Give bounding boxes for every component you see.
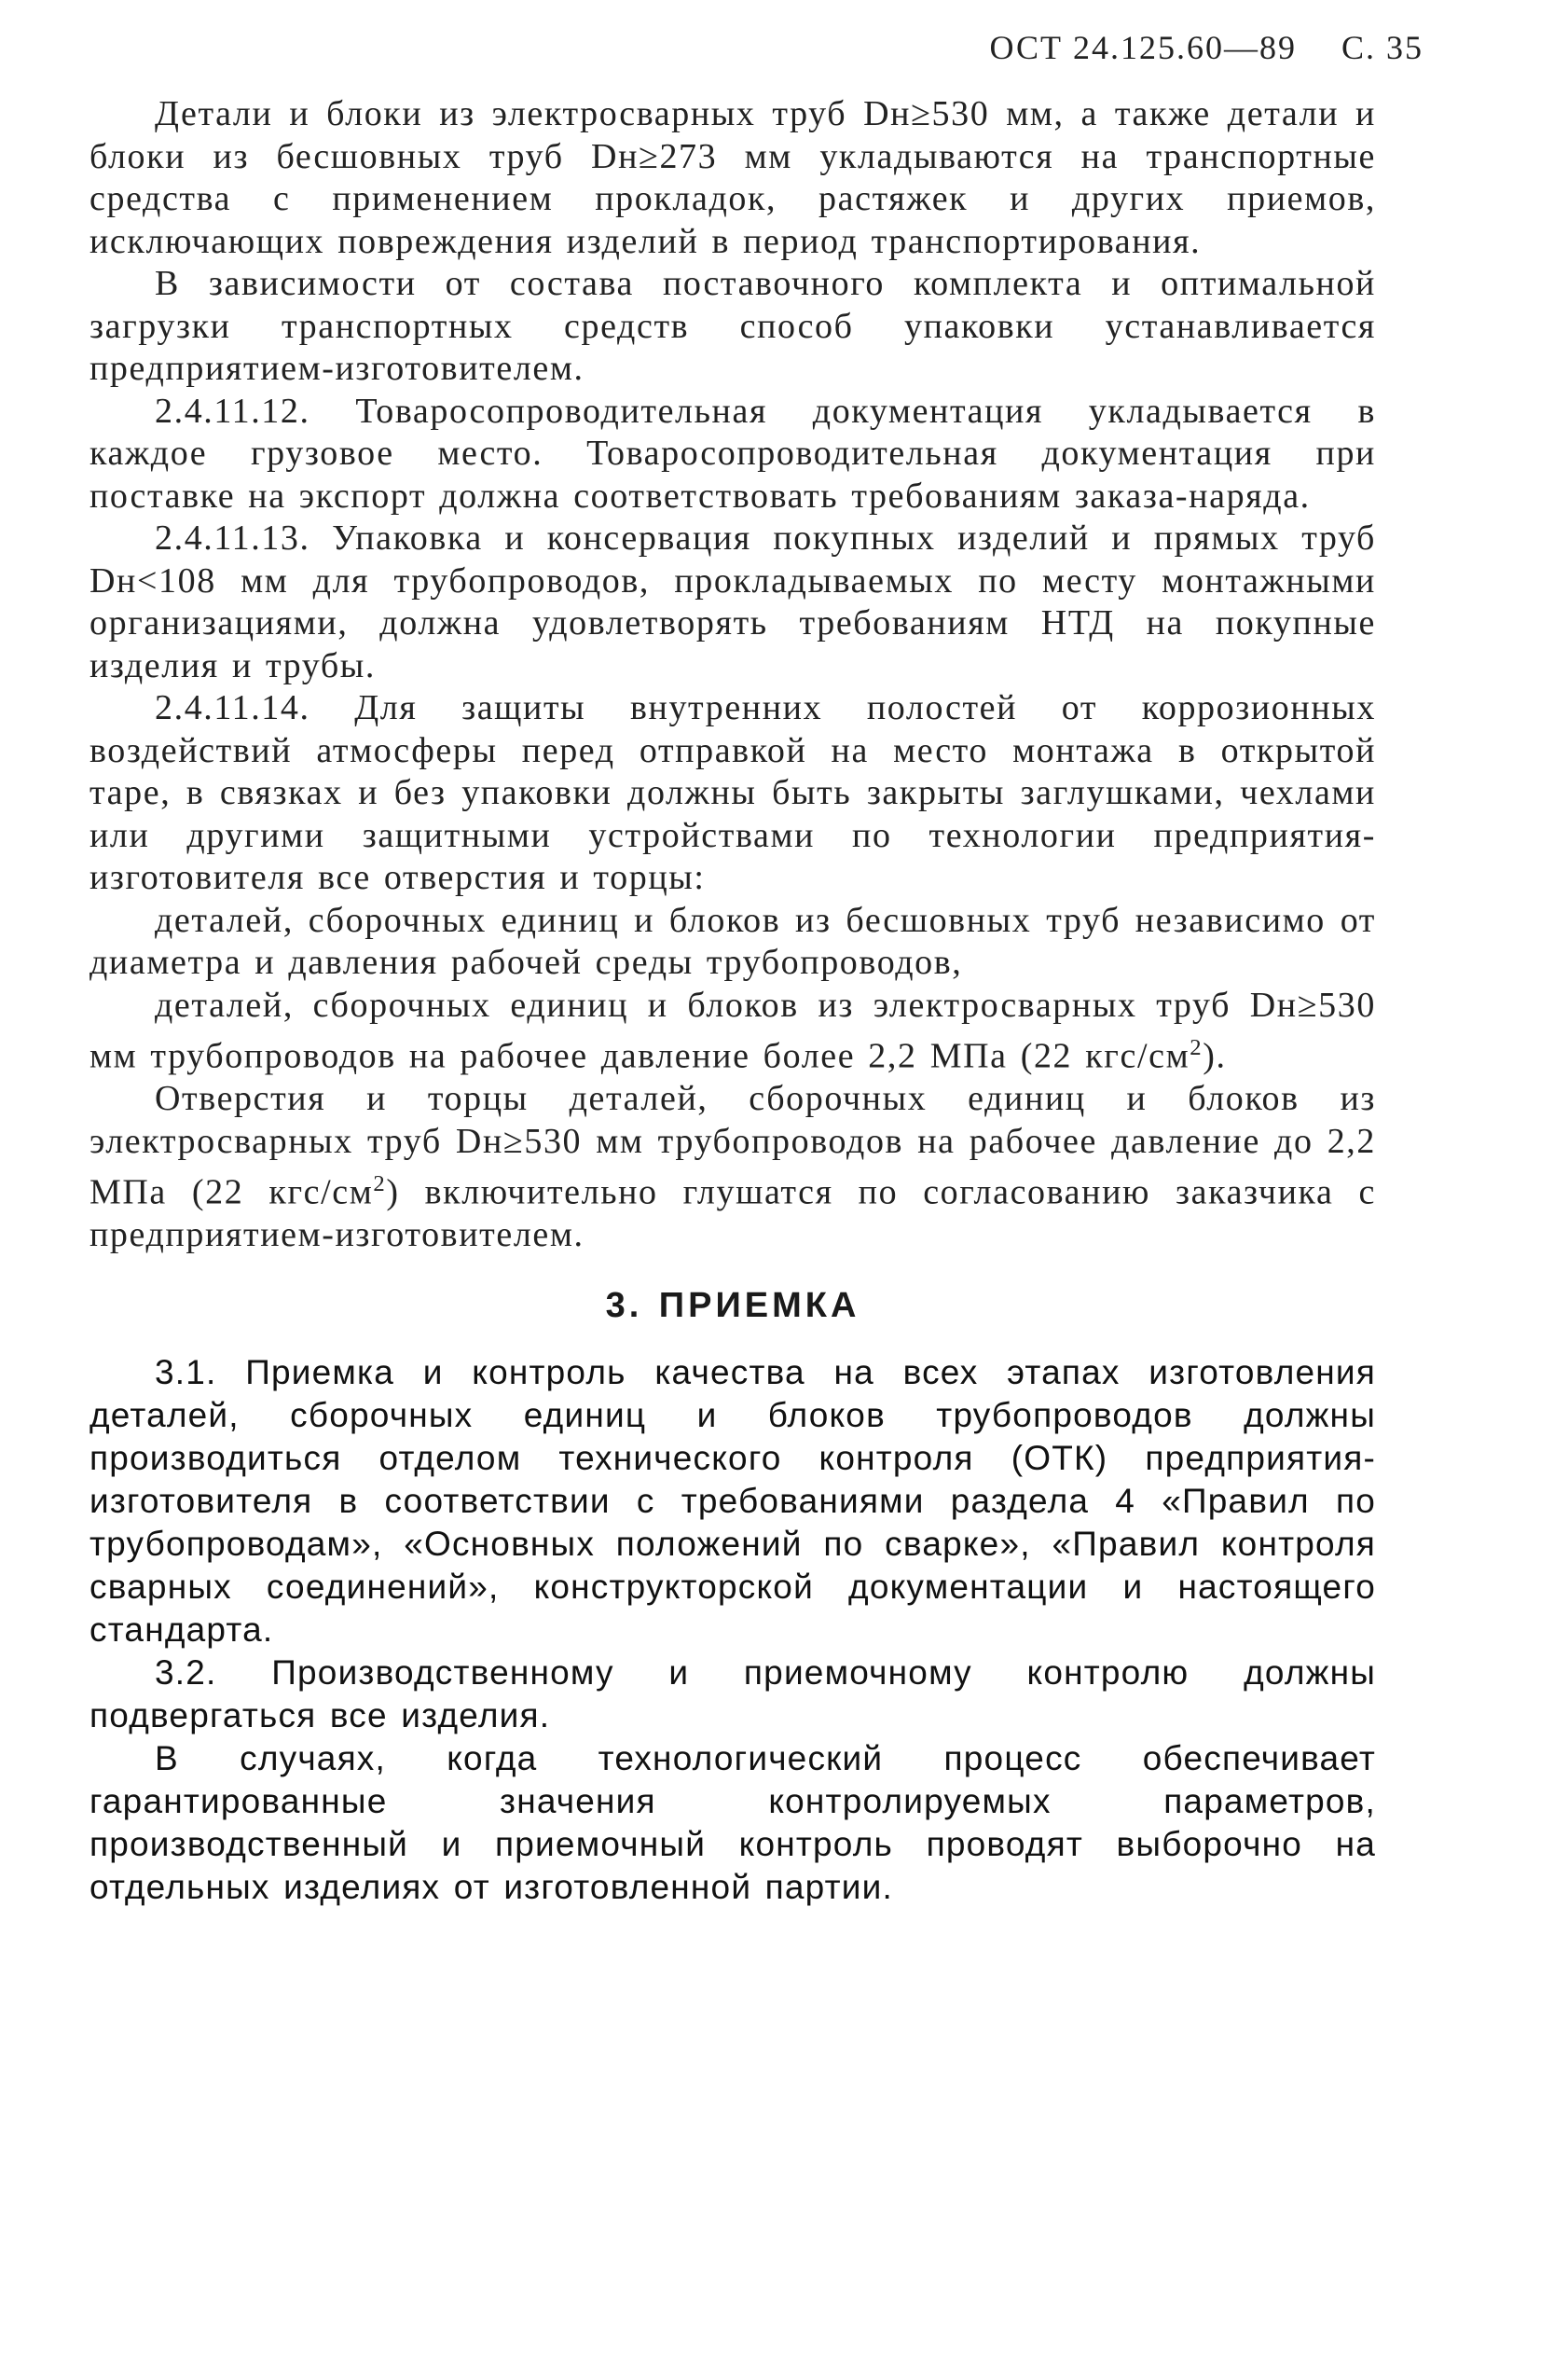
section-3-acceptance bbox=[89, 1351, 1376, 1909]
paragraph-2-4-11-14: 2.4.11.14. Для защиты внутренних полостей от коррозионных воздействий атмосферы перед отправкой на место монтажа в открытой таре, в связках и без упаковки должны быть закрыты заглушками, чехлами или другими защитными устройствами по технологии предприятия-изготовителя все отверстия и торцы: bbox=[89, 688, 1376, 897]
superscript-2: 2 bbox=[1190, 1035, 1204, 1060]
paragraph-packing-large-pipes: Детали и блоки из электросварных труб Dн≥530 мм, а также детали и блоки из бесшовных труб Dн≥273 мм укладываются на транспортные средства с применением прокладок, растяжек и других приемов, исключающих повреждения изделий в период транспортирования. bbox=[89, 94, 1376, 261]
paragraph-packing-method: В зависимости от состава поставочного комплекта и оптимальной загрузки транспортных средств способ упаковки устанавливается предприятием-изготовителем. bbox=[89, 264, 1376, 388]
standard-code: ОСТ 24.125.60—89 bbox=[989, 29, 1297, 66]
running-header bbox=[990, 28, 1424, 67]
section-2-continuation bbox=[89, 93, 1376, 1257]
openings-text-end: ) включительно глушатся по согласованию заказчика с предприятием-изготовителем. bbox=[89, 1172, 1376, 1255]
superscript-2: 2 bbox=[373, 1171, 387, 1197]
paragraph-3-1: 3.1. Приемка и контроль качества на всех этапах изготовления деталей, сборочных единиц и блоков трубопроводов должны производиться отделом технического контроля (ОТК) предприятия-изготовителя в соответствии с требованиями раздела 4 «Правил по трубопроводам», «Основных положений по сварке», «Правил контроля сварных соединений», конструкторской документации и настоящего стандарта. bbox=[89, 1353, 1376, 1650]
paragraph-2-4-11-12: 2.4.11.12. Товаросопроводительная документация укладывается в каждое грузовое место. Товаросопроводительная документация при поставке на экспорт должна соответствовать требованиям заказа-наряда. bbox=[89, 391, 1376, 516]
paragraph-welded-pipes-item bbox=[89, 985, 1376, 1079]
paragraph-2-4-11-13: 2.4.11.13. Упаковка и консервация покупных изделий и прямых труб Dн<108 мм для трубопроводов, прокладываемых по месту монтажными организациями, должна удовлетворять требованиям НТД на покупные изделия и трубы. bbox=[89, 518, 1376, 685]
welded-pipes-text-end: ). bbox=[1203, 1036, 1227, 1076]
paragraph-openings-plugged bbox=[89, 1078, 1376, 1257]
welded-pipes-text: деталей, сборочных единиц и блоков из электросварных труб Dн≥530 мм трубопроводов на рабочее давление более 2,2 МПа (22 кгс/см bbox=[89, 985, 1376, 1076]
body-text bbox=[89, 93, 1376, 1909]
page-number: С. 35 bbox=[1341, 29, 1424, 66]
paragraph-seamless-pipes-item: деталей, сборочных единиц и блоков из бесшовных труб независимо от диаметра и давления рабочей среды трубопроводов, bbox=[89, 900, 1376, 982]
paragraph-sampling-control: В случаях, когда технологический процесс обеспечивает гарантированные значения контролируемых параметров, производственный и приемочный контроль проводят выборочно на отдельных изделиях от изготовленной партии. bbox=[89, 1739, 1376, 1907]
openings-text: Отверстия и торцы деталей, сборочных единиц и блоков из электросварных труб Dн≥530 мм трубопроводов на рабочее давление до 2,2 МПа (22 кгс/см bbox=[89, 1079, 1376, 1212]
section-3-title: 3. ПРИЕМКА bbox=[605, 1285, 860, 1325]
paragraph-3-2: 3.2. Производственному и приемочному контролю должны подвергаться все изделия. bbox=[89, 1653, 1376, 1735]
